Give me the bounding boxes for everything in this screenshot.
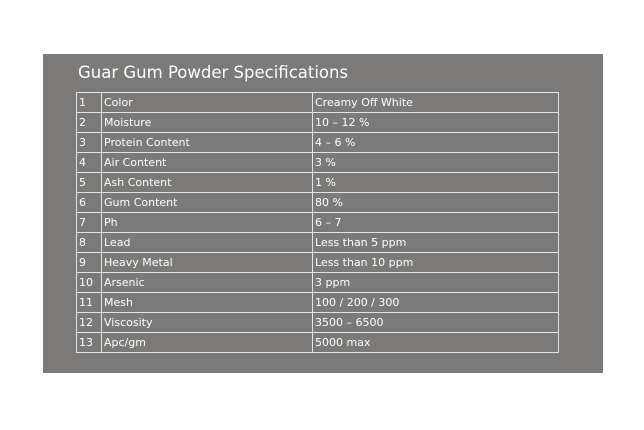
property-value: 6 – 7 — [313, 213, 559, 233]
property-value: 3 ppm — [313, 273, 559, 293]
table-row — [77, 153, 559, 173]
table-row — [77, 173, 559, 193]
table-row — [77, 333, 559, 353]
property-value: 4 – 6 % — [313, 133, 559, 153]
row-number: 13 — [77, 333, 102, 353]
property-name: Protein Content — [102, 133, 313, 153]
row-number: 10 — [77, 273, 102, 293]
page-title: Guar Gum Powder Specifications — [78, 63, 349, 82]
property-value: 80 % — [313, 193, 559, 213]
table-row — [77, 293, 559, 313]
property-name: Mesh — [102, 293, 313, 313]
row-number: 12 — [77, 313, 102, 333]
table-row — [77, 193, 559, 213]
table-row — [77, 313, 559, 333]
row-number: 2 — [77, 113, 102, 133]
row-number: 6 — [77, 193, 102, 213]
property-name: Heavy Metal — [102, 253, 313, 273]
row-number: 5 — [77, 173, 102, 193]
table-row — [77, 133, 559, 153]
property-name: Ash Content — [102, 173, 313, 193]
row-number: 3 — [77, 133, 102, 153]
property-name: Viscosity — [102, 313, 313, 333]
row-number: 4 — [77, 153, 102, 173]
spec-table — [76, 92, 559, 353]
table-row — [77, 273, 559, 293]
row-number: 7 — [77, 213, 102, 233]
table-row — [77, 213, 559, 233]
property-name: Gum Content — [102, 193, 313, 213]
row-number: 8 — [77, 233, 102, 253]
property-value: 10 – 12 % — [313, 113, 559, 133]
property-name: Color — [102, 93, 313, 113]
property-value: 100 / 200 / 300 — [313, 293, 559, 313]
spec-panel — [43, 54, 603, 373]
property-value: 5000 max — [313, 333, 559, 353]
table-row — [77, 233, 559, 253]
property-value: Less than 10 ppm — [313, 253, 559, 273]
row-number: 1 — [77, 93, 102, 113]
row-number: 11 — [77, 293, 102, 313]
property-value: 3500 – 6500 — [313, 313, 559, 333]
property-value: Less than 5 ppm — [313, 233, 559, 253]
property-name: Air Content — [102, 153, 313, 173]
row-number: 9 — [77, 253, 102, 273]
table-row — [77, 253, 559, 273]
property-name: Arsenic — [102, 273, 313, 293]
property-name: Moisture — [102, 113, 313, 133]
property-value: 3 % — [313, 153, 559, 173]
property-name: Ph — [102, 213, 313, 233]
property-value: Creamy Off White — [313, 93, 559, 113]
property-value: 1 % — [313, 173, 559, 193]
property-name: Apc/gm — [102, 333, 313, 353]
table-row — [77, 113, 559, 133]
table-row — [77, 93, 559, 113]
property-name: Lead — [102, 233, 313, 253]
